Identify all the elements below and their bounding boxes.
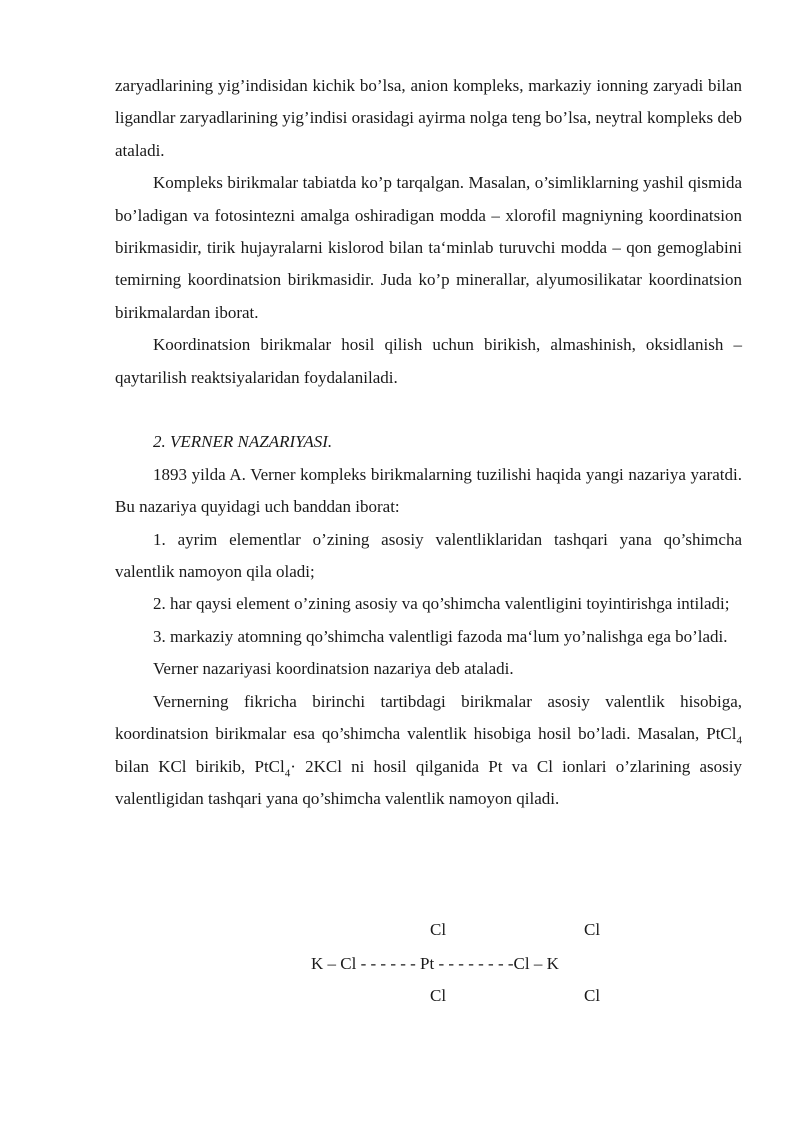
subscript-4a: 4 xyxy=(736,734,742,747)
example-text-1: Vernerning fikricha birinchi tartibdagi birikmalar asosiy valentlik hisobiga, koordinatsion birikmalar esa qo’shimcha valentlik hisobiga hosil bo’ladi. Masalan, PtCl xyxy=(115,691,742,744)
formula-bottom-left-cl: Cl xyxy=(430,986,447,1005)
subscript-4b: 4 xyxy=(284,766,291,779)
list-item-1: 1. ayrim elementlar o’zining asosiy valentliklaridan tashqari yana qo’shimcha valentlik namoyon qila oladi; xyxy=(115,529,742,582)
section-heading: 2. VERNER NAZARIYASI. xyxy=(153,432,333,452)
example-text-2: bilan KCl birikib, PtCl xyxy=(115,756,285,776)
formula-bottom-right-cl: Cl xyxy=(584,986,601,1005)
paragraph-werner-example xyxy=(115,686,742,816)
paragraph-nature: Kompleks birikmalar tabiatda ko’p tarqalgan. Masalan, o’simliklarning yashil qismida bo’ladigan va fotosintezni amalga oshiradigan modda – xlorofil magniyning koordinatsion birikmasidir, tirik hujayralarni kislorod bilan ta‘minlab turuvchi modda – qon gemoglabini temirning koordinatsion birikmasidir. Juda ko’p minerallar, alyumosilikatar koordinatsion birikmalardan iborat. xyxy=(115,173,742,322)
paragraph-werner-intro: 1893 yilda A. Verner kompleks birikmalarning tuzilishi haqida yangi nazariya yaratdi. Bu nazariya quyidagi uch banddan iborat: xyxy=(115,464,742,517)
example-text-3: · 2KCl ni hosil qilganida Pt va Cl ionlari o’zlarining asosiy valentligidan tashqari yana qo’shimcha valentlik namoyon qiladi. xyxy=(115,756,742,808)
list-item-2: 2. har qaysi element o’zining asosiy va qo’shimcha valentligini toyintirishga intiladi; xyxy=(153,594,730,614)
list-item-3: 3. markaziy atomning qo’shimcha valentligi fazoda ma‘lum yo’nalishga ega bo’ladi. xyxy=(153,626,728,646)
paragraph-reactions: Koordinatsion birikmalar hosil qilish uchun birikish, almashinish, oksidlanish – qaytarilish reaktsiyalaridan foydalaniladi. xyxy=(115,335,742,387)
formula-main-line: K – Cl - - - - - - Pt - - - - - - - -Cl – K xyxy=(311,954,559,973)
paragraph-werner-name: Verner nazariyasi koordinatsion nazariya deb ataladi. xyxy=(153,659,514,679)
paragraph-anion-neutral: zaryadlarining yig’indisidan kichik bo’lsa, anion kompleks, markaziy ionning zaryadi bilan ligandlar zaryadlarining yig’indisi orasidagi ayirma nolga teng bo’lsa, neytral kompleks deb ataladi. xyxy=(115,76,742,160)
document-body xyxy=(115,70,742,815)
formula-top-right-cl: Cl xyxy=(584,920,601,939)
formula-top-left-cl: Cl xyxy=(430,920,447,939)
